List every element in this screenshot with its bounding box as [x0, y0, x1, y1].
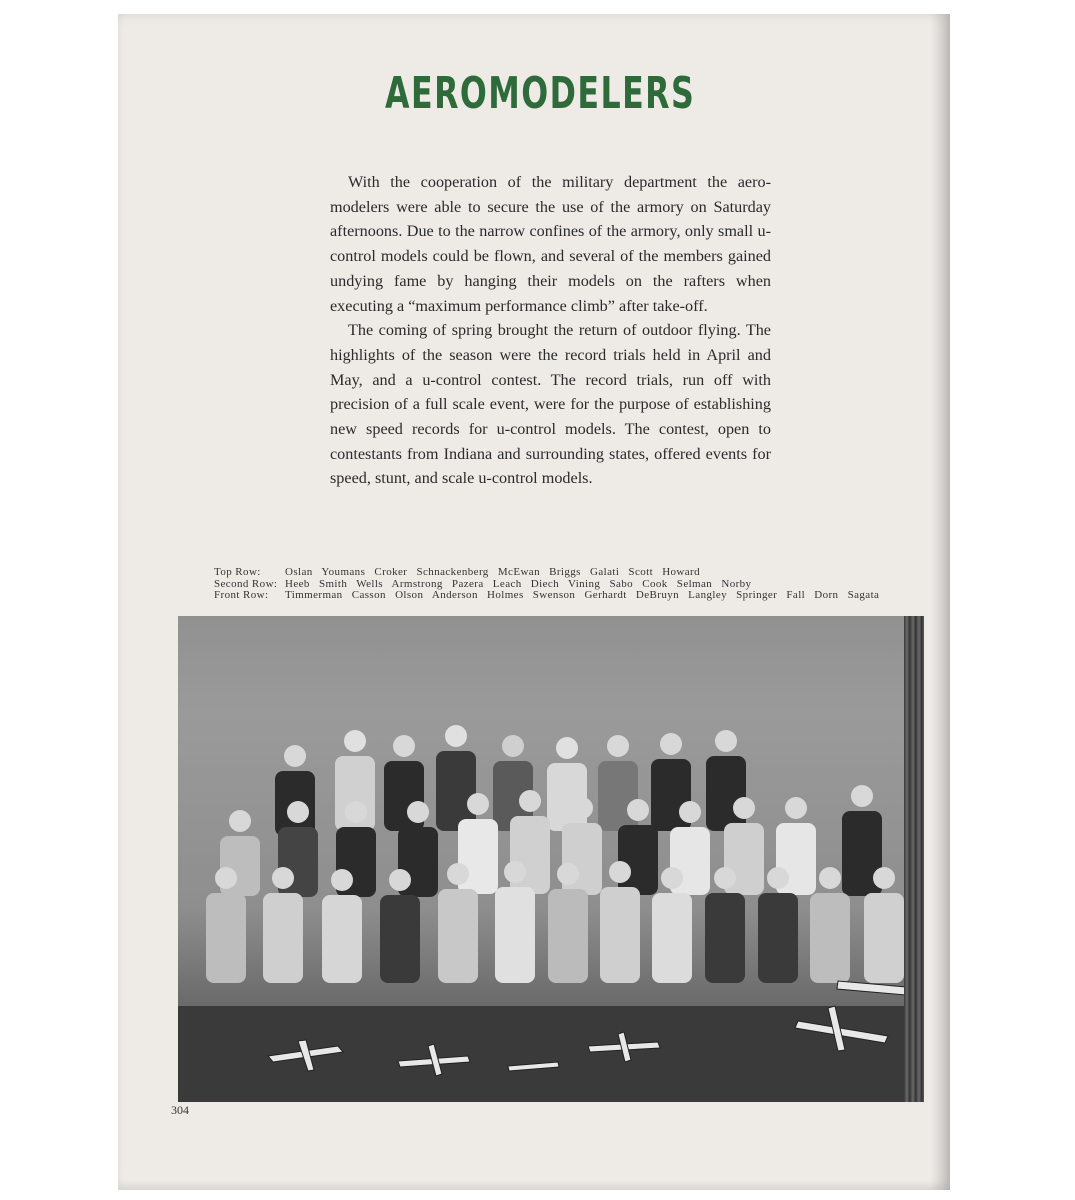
caption-names: Heeb Smith Wells Armstrong Pazera Leach Diech Vining Sabo Cook Selman Norby: [285, 577, 752, 590]
page-edge-shadow: [930, 14, 950, 1190]
caption-label: Front Row:: [214, 589, 269, 601]
caption-label: Second Row:: [214, 577, 278, 590]
photo-caption: [214, 567, 914, 602]
yearbook-page: [118, 14, 950, 1190]
caption-names: Timmerman Casson Olson Anderson Holmes Swenson Gerhardt DeBruyn Langley Springer Fall Dorn Sagata: [285, 589, 880, 601]
paragraph-2: The coming of spring brought the return of outdoor flying. The highlights of the season were the record trials held in April and May, and a u-control contest. The record trials, run off with precision of a full scale event, were for the purpose of establishing new speed records for u-control models. The contest, open to contestants from Indiana and surrounding states, offered events for speed, stunt, and scale u-control models.: [330, 321, 771, 488]
group-photo-illustration: [178, 616, 924, 1102]
page-number: 304: [171, 1103, 189, 1117]
top-row-people: [275, 725, 746, 836]
article-body: [330, 170, 771, 491]
paragraph-1: With the cooperation of the military department the aero-modelers were able to secure the use of the armory on Saturday afternoons. Due to the narrow confines of the armory, only small u-control models could be flown, and several of the members gained undying fame by hanging their models on the rafters when executing a “maximum performance climb” after take-off.: [330, 173, 771, 315]
curtain: [904, 616, 924, 1102]
caption-row-front: [214, 590, 914, 602]
caption-row-top: [214, 567, 914, 579]
group-photo: [178, 616, 924, 1102]
caption-names: Oslan Youmans Croker Schnackenberg McEwan Briggs Galati Scott Howard: [285, 566, 701, 578]
caption-label: Top Row:: [214, 566, 261, 578]
page-title: AEROMODELERS: [385, 68, 696, 119]
